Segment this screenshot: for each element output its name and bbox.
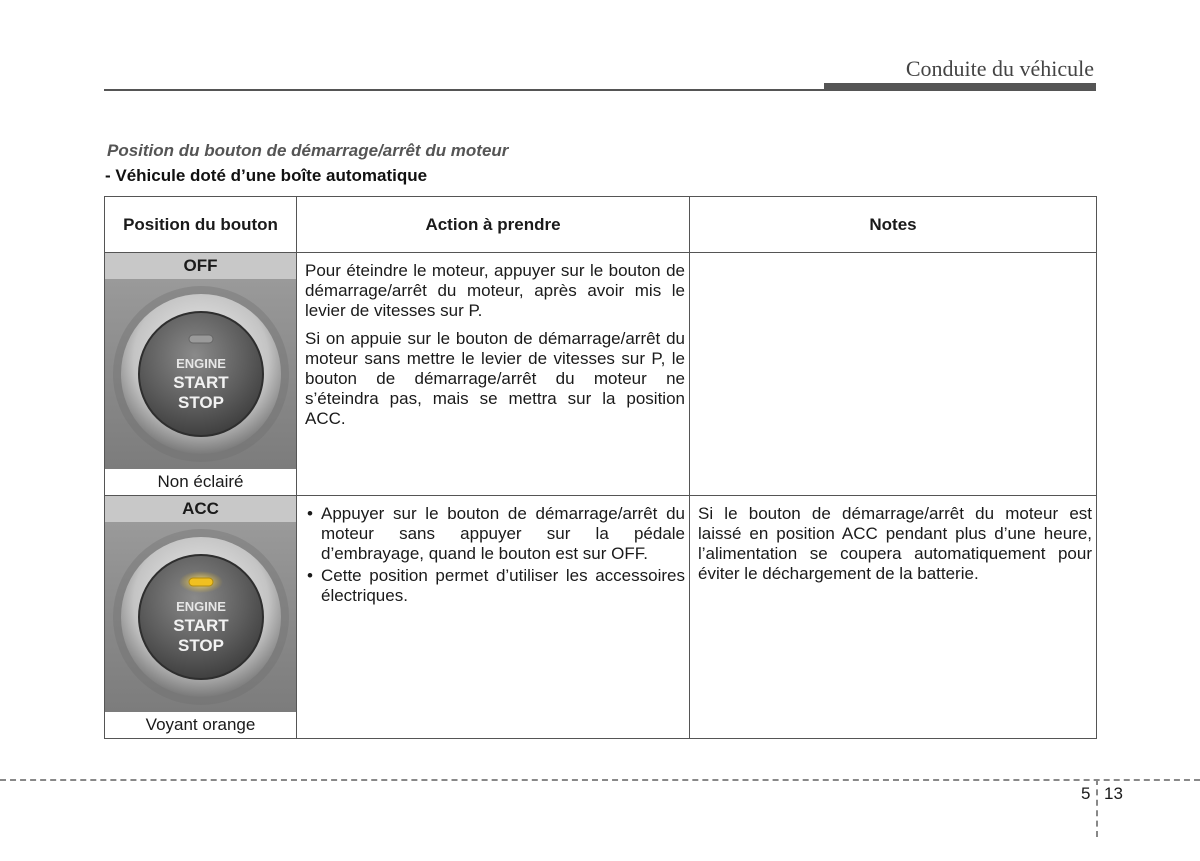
footer-rule	[0, 779, 1200, 781]
position-caption: Voyant orange	[105, 712, 296, 738]
position-caption: Non éclairé	[105, 469, 296, 495]
notes-cell	[690, 253, 1097, 496]
action-paragraph: Pour éteindre le moteur, appuyer sur le bouton de démarrage/arrêt du moteur, après avoir mis le levier de vitesses sur P.	[305, 261, 685, 320]
position-label: ACC	[105, 496, 296, 522]
chapter-header-title: Conduite du véhicule	[905, 56, 1094, 81]
action-paragraph: Si on appuie sur le bouton de démarrage/arrêt du moteur sans mettre le levier de vitesses sur P, le bouton de démarrage/arrêt du moteur ne s’éteindra pas, mais se mettra sur la position ACC.	[305, 329, 685, 428]
list-item: • Appuyer sur le bouton de démarrage/arrêt du moteur sans appuyer sur la pédale d’embrayage, quand le bouton est sur OFF.	[305, 504, 685, 564]
header-rule	[104, 89, 824, 91]
indicator-light	[189, 335, 213, 343]
button-text-line: STOP	[178, 393, 224, 412]
indicator-light	[189, 578, 213, 586]
action-bullet-list	[305, 504, 685, 606]
header-rule-accent	[824, 83, 1096, 91]
button-text-line: START	[173, 373, 229, 392]
button-text-line: STOP	[178, 636, 224, 655]
table-row	[105, 496, 1097, 739]
position-cell	[105, 496, 297, 739]
engine-start-stop-button-image	[105, 522, 296, 712]
button-text-line: START	[173, 616, 229, 635]
engine-start-stop-button-image	[105, 279, 296, 469]
column-header-action: Action à prendre	[297, 197, 690, 253]
engine-button-icon	[105, 522, 296, 712]
column-header-position: Position du bouton	[105, 197, 297, 253]
page-number: 13	[1104, 784, 1123, 803]
list-item: • Cette position permet d’utiliser les accessoires électriques.	[305, 566, 685, 606]
footer-divider	[1096, 779, 1098, 837]
table-header-row	[105, 197, 1097, 253]
position-label: OFF	[105, 253, 296, 279]
button-text-line: ENGINE	[176, 356, 226, 371]
table-row	[105, 253, 1097, 496]
position-cell	[105, 253, 297, 496]
action-cell	[297, 253, 690, 496]
column-header-notes: Notes	[690, 197, 1097, 253]
button-text-line: ENGINE	[176, 599, 226, 614]
button-position-table	[104, 196, 1097, 739]
action-cell	[297, 496, 690, 739]
engine-button-icon	[105, 279, 296, 469]
chapter-number: 5	[1081, 784, 1091, 803]
section-title: Position du bouton de démarrage/arrêt du moteur	[107, 141, 509, 160]
section-subtitle: - Véhicule doté d’une boîte automatique	[105, 166, 428, 185]
notes-cell: Si le bouton de démarrage/arrêt du moteur est laissé en position ACC pendant plus d’une heure, l’alimentation se coupera automatiquement pour éviter le déchargement de la batterie.	[690, 496, 1097, 739]
